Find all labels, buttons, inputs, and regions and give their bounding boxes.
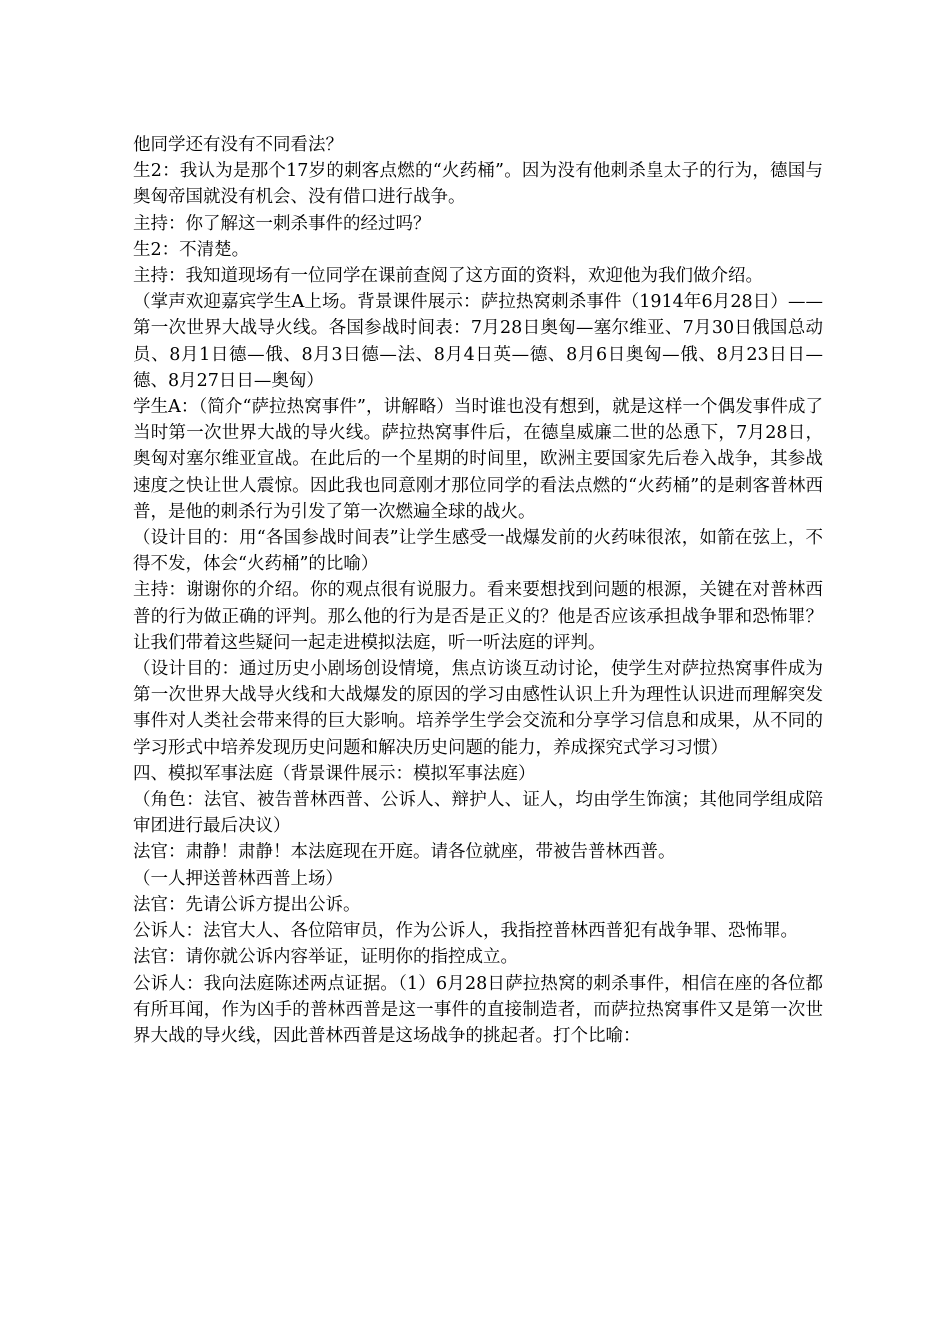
paragraph: 学生A：（简介“萨拉热窝事件”，讲解略）当时谁也没有想到，就是这样一个偶发事件成了当时第一次世界大战的导火线。萨拉热窝事件后，在德皇威廉二世的怂恿下，7月28日，奥匈对塞尔维亚宣战。在此后的一个星期的时间里，欧洲主要国家先后卷入战争，其参战速度之快让世人震惊。因此我也同意刚才那位同学的看法点燃的“火药桶”的是刺客普林西普，是他的刺杀行为引发了第一次燃遍全球的战火。 (133, 397, 823, 522)
paragraph: 法官：先请公诉方提出公诉。 (133, 894, 361, 915)
paragraph: （一人押送普林西普上场） (133, 868, 343, 889)
paragraph: 法官：肃静！肃静！本法庭现在开庭。请各位就座，带被告普林西普。 (133, 842, 676, 863)
paragraph: 公诉人：我向法庭陈述两点证据。（1）6月28日萨拉热窝的刺杀事件，相信在座的各位都有所耳闻，作为凶手的普林西普是这一事件的直接制造者，而萨拉热窝事件又是第一次世界大战的导火线，因此普林西普是这场战争的挑起者。打个比喻： (133, 973, 823, 1046)
paragraph: 主持：我知道现场有一位同学在课前查阅了这方面的资料，欢迎他为我们做介绍。 (133, 266, 763, 287)
paragraph: （设计目的：用“各国参战时间表”让学生感受一战爆发前的火药味很浓，如箭在弦上，不得不发，体会“火药桶”的比喻） (133, 528, 823, 575)
section-heading: 四、模拟军事法庭（背景课件展示：模拟军事法庭） (133, 763, 536, 784)
paragraph: （掌声欢迎嘉宾学生A上场。背景课件展示：萨拉热窝刺杀事件（1914年6月28日）——第一次世界大战导火线。各国参战时间表：7月28日奥匈—塞尔维亚、7月30日俄国总动员、8月1日德—俄、8月3日德—法、8月4日英—德、8月6日奥匈—俄、8月23日日—德、8月27日日—奥匈） (133, 292, 823, 391)
paragraph: 公诉人：法官大人、各位陪审员，作为公诉人，我指控普林西普犯有战争罪、恐怖罪。 (133, 921, 798, 942)
paragraph: 生2：我认为是那个17岁的刺客点燃的“火药桶”。因为没有他刺杀皇太子的行为，德国与奥匈帝国就没有机会、没有借口进行战争。 (133, 161, 823, 208)
paragraph: 生2：不清楚。 (133, 239, 250, 260)
paragraph: （设计目的：通过历史小剧场创设情境，焦点访谈互动讨论，使学生对萨拉热窝事件成为第一次世界大战导火线和大战爆发的原因的学习由感性认识上升为理性认识进而理解突发事件对人类社会带来得的巨大影响。培养学生学会交流和分享学习信息和成果，从不同的学习形式中培养发现历史问题和解决历史问题的能力，养成探究式学习习惯） (133, 659, 823, 758)
paragraph: 主持：你了解这一刺杀事件的经过吗？ (133, 213, 431, 234)
paragraph: 他同学还有没有不同看法？ (133, 135, 343, 155)
paragraph: 法官：请你就公诉内容举证，证明你的指控成立。 (133, 947, 518, 968)
paragraph: （角色：法官、被告普林西普、公诉人、辩护人、证人，均由学生饰演；其他同学组成陪审团进行最后决议） (133, 790, 823, 837)
paragraph: 主持：谢谢你的介绍。你的观点很有说服力。看来要想找到问题的根源，关键在对普林西普的行为做正确的评判。那么他的行为是否是正义的？他是否应该承担战争罪和恐怖罪？让我们带着这些疑问一起走进模拟法庭，听一听法庭的评判。 (133, 580, 823, 653)
document-page (133, 132, 823, 1049)
